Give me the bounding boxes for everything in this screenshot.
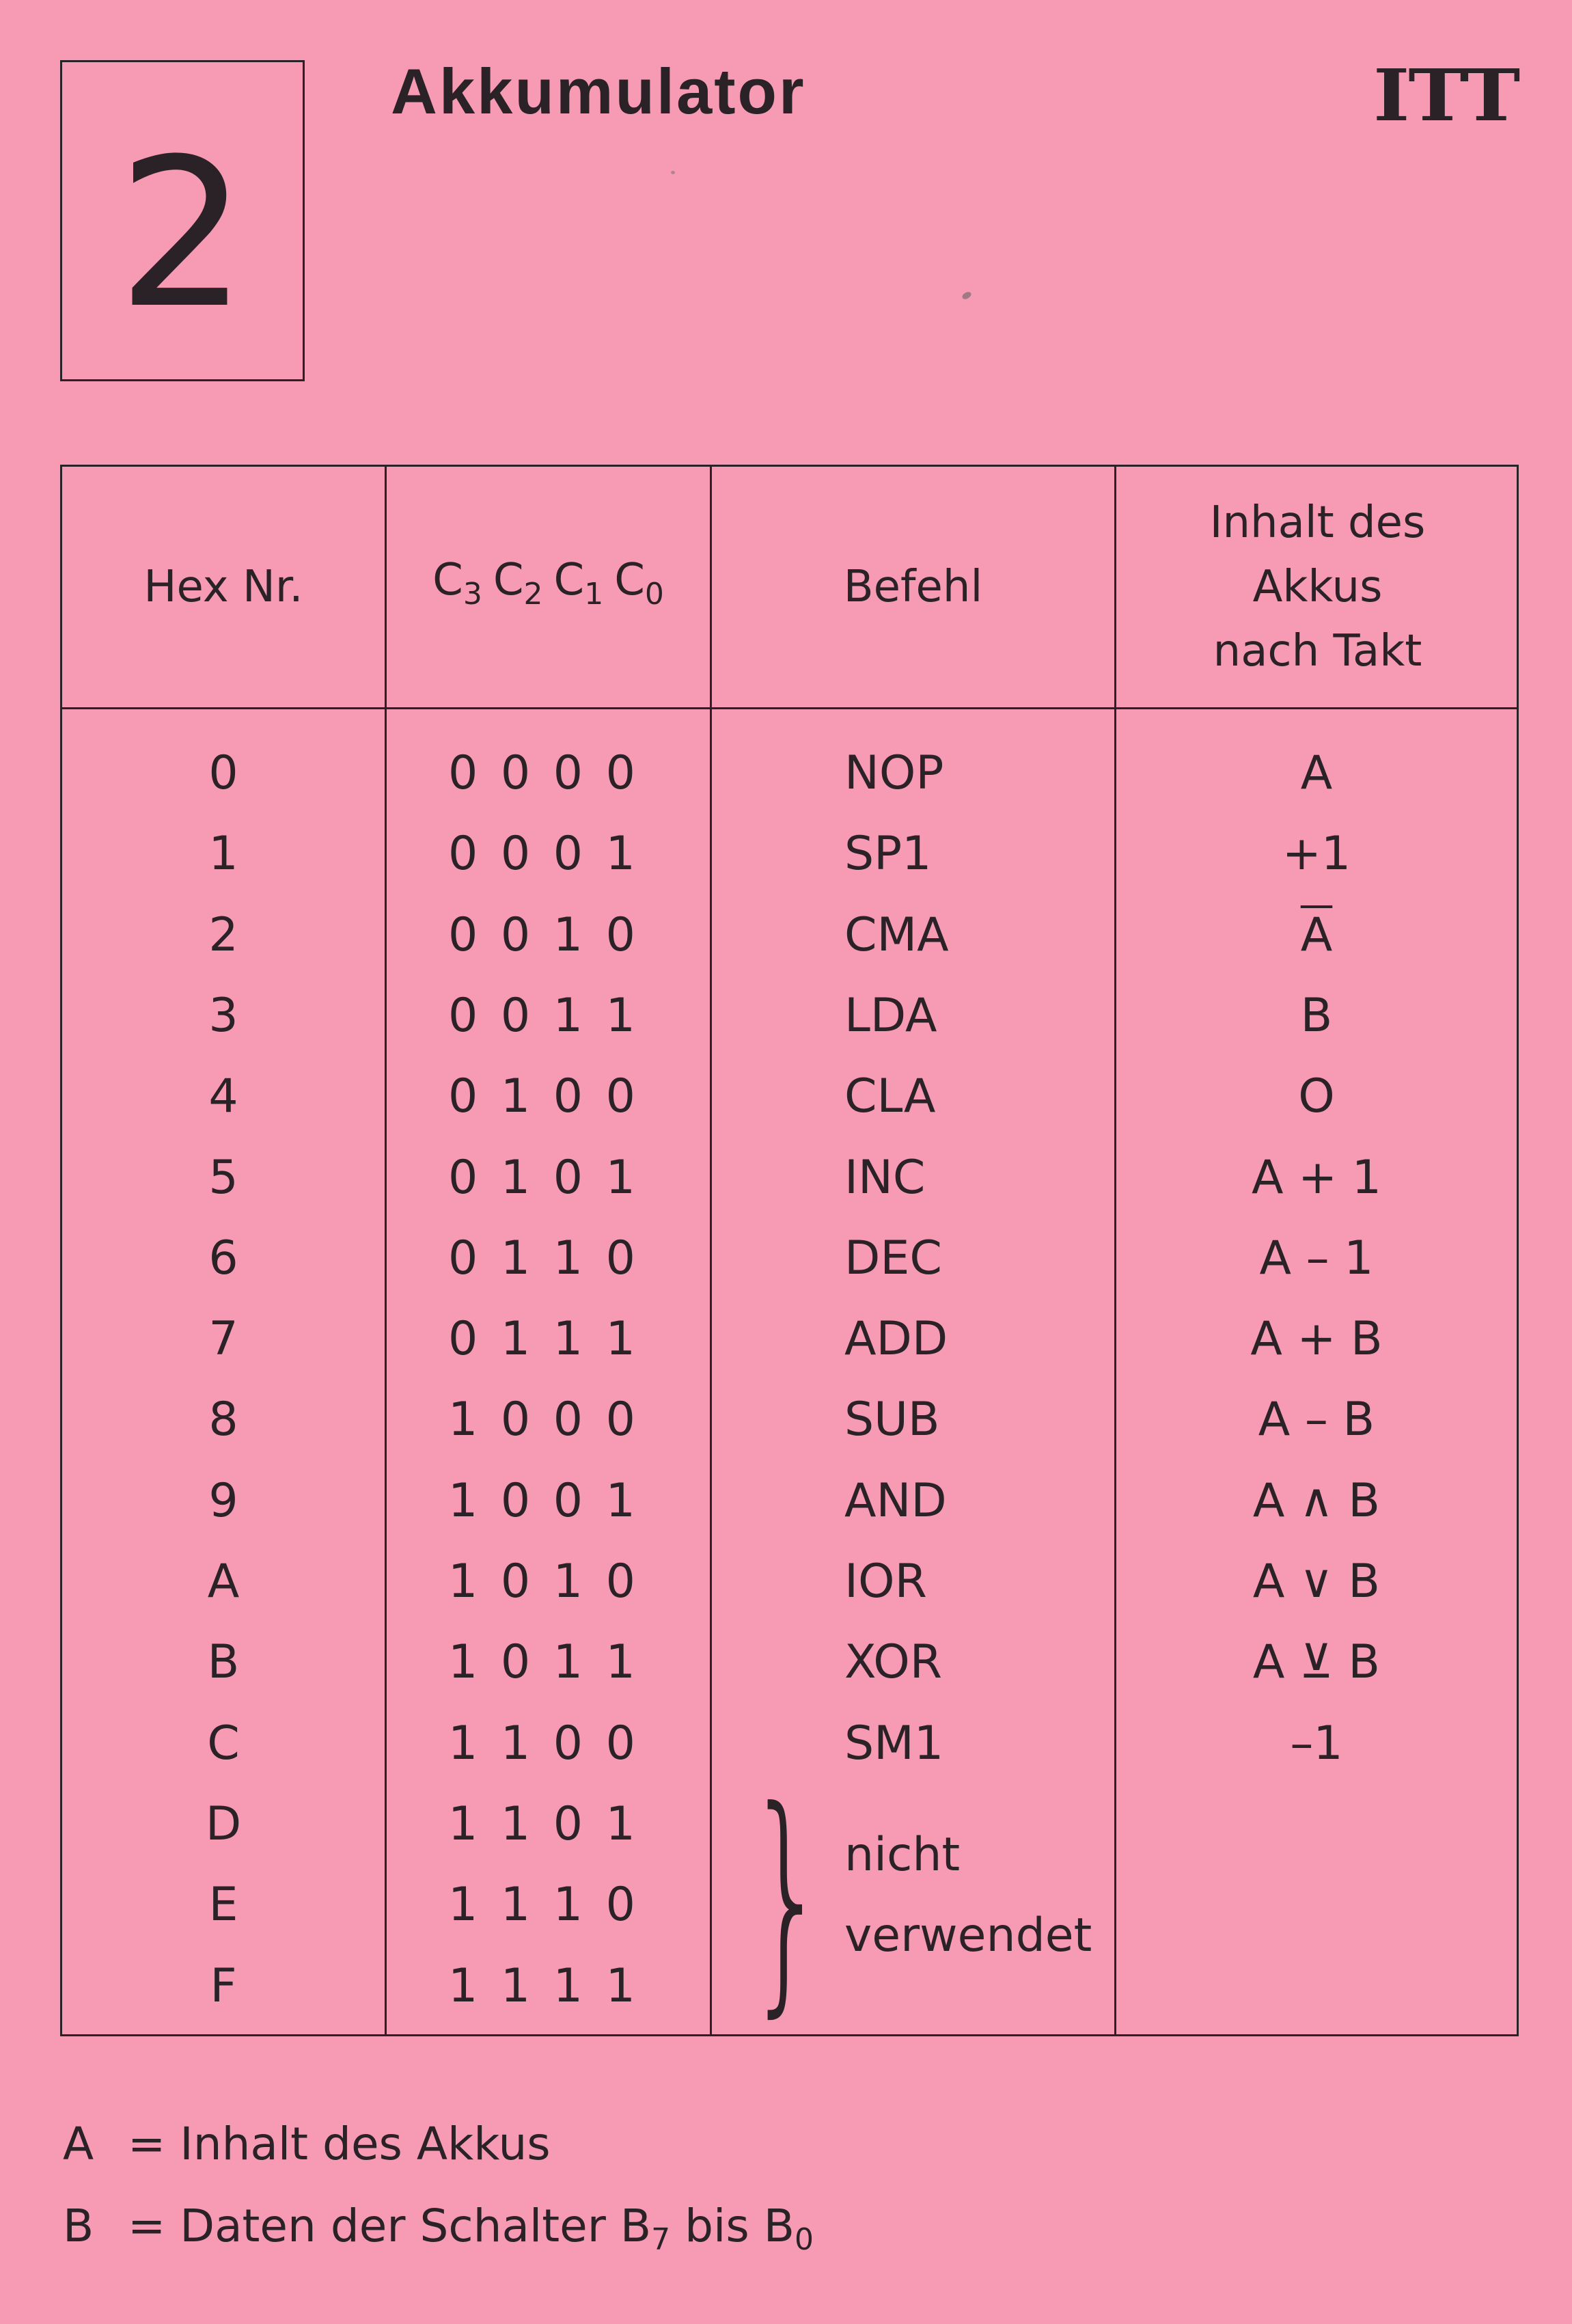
header-code (387, 467, 710, 707)
print-speck (671, 171, 675, 174)
command-cell: SUB (844, 1393, 940, 1447)
command-cell: SP1 (844, 827, 932, 881)
result-cell: $\overline{A}$ (1300, 908, 1333, 962)
command-cell: AND (844, 1474, 947, 1528)
command-cell: IOR (844, 1555, 927, 1609)
itt-logo: ITT (1373, 53, 1519, 137)
unused-note-line1: nicht (844, 1828, 961, 1882)
command-cell: XOR (844, 1635, 943, 1689)
code-cell: 1 0 1 0 (448, 1555, 639, 1609)
card-number: 2 (117, 115, 248, 353)
unused-note-line2: verwendet (844, 1909, 1092, 1963)
result-cell: –1 (1290, 1717, 1343, 1771)
hex-cell: E (208, 1878, 238, 1932)
result-cell: O (1298, 1069, 1335, 1123)
header-divider (62, 707, 1517, 709)
hex-cell: C (207, 1717, 240, 1771)
command-cell: INC (844, 1151, 926, 1205)
result-cell: A ∧ B (1252, 1474, 1381, 1528)
command-cell: SM1 (844, 1717, 944, 1771)
legend-b: B = Daten der Schalter $B_7$ bis $B_0$ (63, 2200, 814, 2257)
legend-a: A = Inhalt des Akkus (63, 2118, 551, 2170)
code-cell: 0 0 0 0 (448, 746, 639, 800)
code-cell: 1 1 1 0 (448, 1878, 639, 1932)
result-cell: A – B (1258, 1393, 1375, 1447)
result-cell: +1 (1282, 827, 1351, 881)
hex-cell: 3 (208, 989, 238, 1043)
hex-cell: 2 (208, 908, 238, 962)
hex-cell: 1 (208, 827, 238, 881)
hex-cell: 9 (208, 1474, 238, 1528)
header-code-c2: $C_2$ (493, 554, 543, 612)
code-cell: 0 1 1 1 (448, 1312, 639, 1366)
hex-cell: 8 (208, 1393, 238, 1447)
command-cell: CMA (844, 908, 949, 962)
result-cell: B (1300, 989, 1333, 1043)
header-hex: Hex Nr. (143, 562, 303, 612)
command-cell: NOP (844, 746, 944, 800)
code-cell: 1 1 0 0 (448, 1717, 639, 1771)
code-cell: 0 1 0 0 (448, 1069, 639, 1123)
command-cell: CLA (844, 1069, 936, 1123)
hex-cell: 0 (208, 746, 238, 800)
code-cell: 1 0 1 1 (448, 1635, 639, 1689)
code-cell: 0 0 1 0 (448, 908, 639, 962)
header-command: Befehl (843, 562, 983, 612)
header-result: Inhalt des Akkus nach Takt (1209, 497, 1426, 676)
header-code-c3: $C_3$ (432, 554, 482, 612)
command-cell: DEC (844, 1231, 942, 1285)
result-cell: A – 1 (1259, 1231, 1374, 1285)
result-cell: A ⊻ B (1252, 1635, 1381, 1689)
result-cell: A + 1 (1252, 1151, 1381, 1205)
hex-cell: 5 (208, 1151, 238, 1205)
hex-cell: A (207, 1555, 240, 1609)
result-cell: A + B (1250, 1312, 1383, 1366)
code-cell: 0 0 1 1 (448, 989, 639, 1043)
hex-cell: 6 (208, 1231, 238, 1285)
brace-icon: } (745, 1759, 829, 2038)
header-code-c0: $C_0$ (614, 554, 664, 612)
code-cell: 1 0 0 0 (448, 1393, 639, 1447)
result-cell: A (1300, 746, 1333, 800)
code-cell: 0 1 1 0 (448, 1231, 639, 1285)
hex-cell: D (205, 1797, 242, 1851)
code-cell: 0 1 0 1 (448, 1151, 639, 1205)
page-title: Akkumulator (391, 55, 806, 127)
code-cell: 1 1 0 1 (448, 1797, 639, 1851)
code-cell: 1 1 1 1 (448, 1959, 639, 2013)
header-code-c1: $C_1$ (553, 554, 604, 612)
instruction-table (60, 465, 1519, 2036)
card-number-box (60, 60, 305, 381)
code-cell: 0 0 0 1 (448, 827, 639, 881)
hex-cell: B (207, 1635, 240, 1689)
code-cell: 1 0 0 1 (448, 1474, 639, 1528)
print-speck (961, 290, 973, 301)
command-cell: ADD (844, 1312, 948, 1366)
result-cell: A ∨ B (1252, 1555, 1381, 1609)
command-cell: LDA (844, 989, 937, 1043)
hex-cell: F (210, 1959, 237, 2013)
hex-cell: 4 (208, 1069, 238, 1123)
hex-cell: 7 (208, 1312, 238, 1366)
